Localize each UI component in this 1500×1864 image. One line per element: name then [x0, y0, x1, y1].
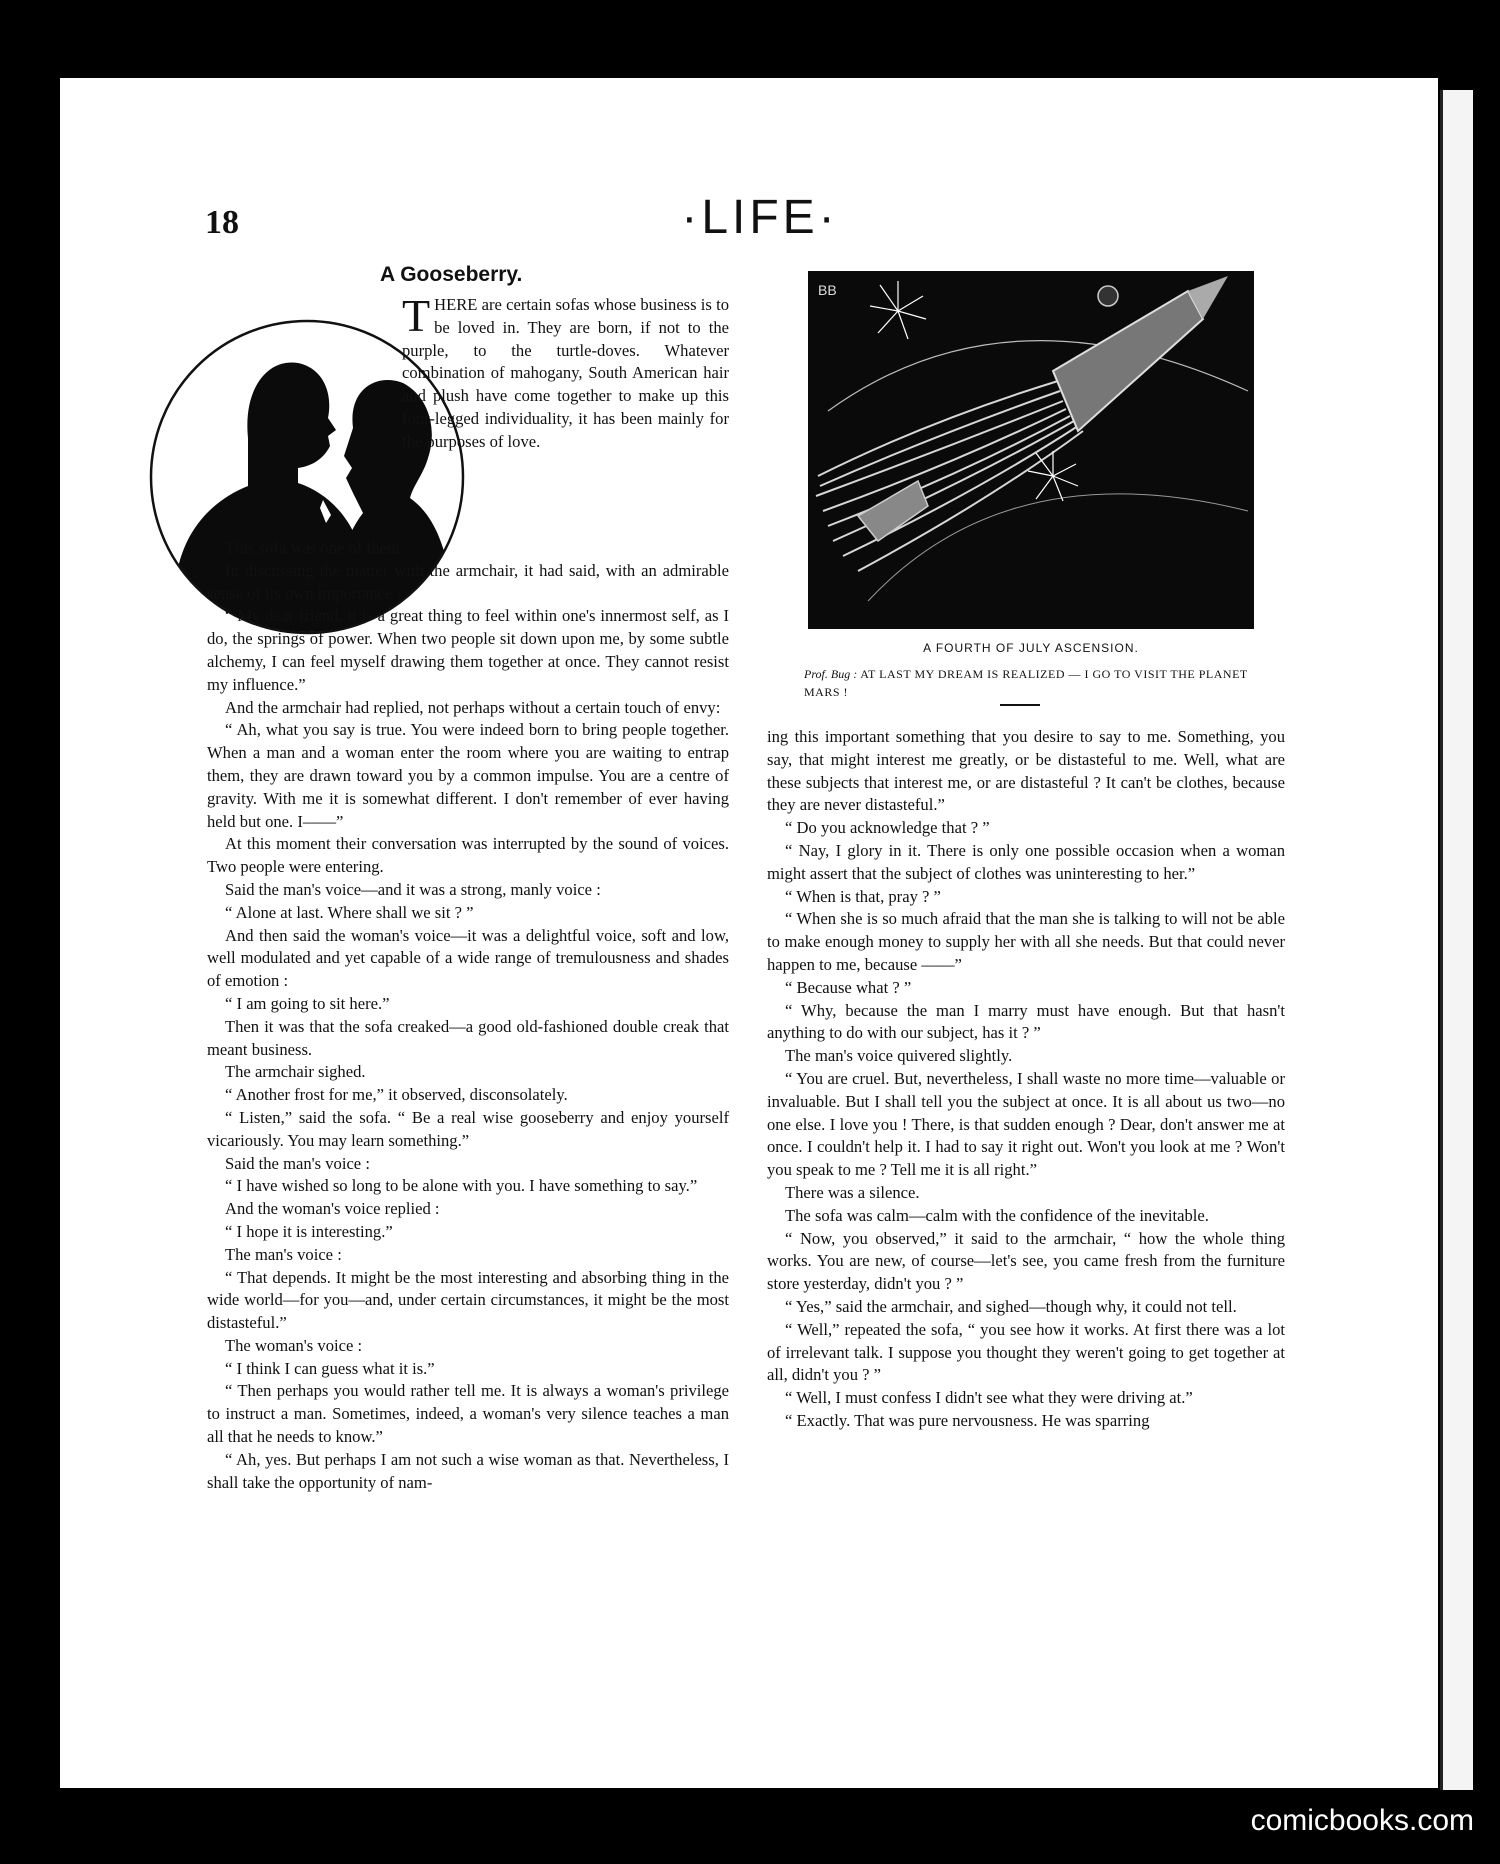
paragraph: Said the man's voice : [225, 1153, 370, 1173]
masthead-title: ·LIFE· [681, 191, 839, 244]
page-number: 18 [205, 204, 239, 241]
right-column [767, 726, 1285, 1433]
paragraph: “ Well,” repeated the sofa, “ you see how it works. At first there was a lot of irrelevant talk. I suppose you thought they weren't going to get together at all, didn't you ? ” [767, 1319, 1285, 1385]
paragraph: “ Ah, yes. But perhaps I am not such a wise woman as that. Nevertheless, I shall take the opportunity of nam- [207, 1449, 729, 1492]
paragraph: The man's voice quivered slightly. [785, 1046, 1013, 1066]
paragraph: “ Nay, I glory in it. There is only one possible occasion when a woman might assert that the subject of clothes was uninteresting to her.” [767, 840, 1285, 883]
artist-signature: BB [818, 282, 837, 298]
paragraph: “ When she is so much afraid that the man she is talking to will not be able to make enough money to supply her with all she needs. But that could never happen to me, because ——” [767, 909, 1285, 974]
article-title: A Gooseberry. [380, 263, 523, 286]
drop-cap: T [402, 290, 431, 341]
paragraph: “ Alone at last. Where shall we sit ? ” [225, 902, 474, 922]
illustration-caption-title: A FOURTH OF JULY ASCENSION. [923, 641, 1139, 655]
paragraph: ing this important something that you desire to say to me. Something, you say, that might interest me greatly, or be distasteful to me. Well, what are these subjects that interest me, or are distasteful ? It can't be clothes, because they are never distasteful.” [767, 727, 1285, 815]
paragraph: “ Do you acknowledge that ? ” [785, 818, 990, 838]
paragraph: “ Listen,” said the sofa. “ Be a real wise gooseberry and enjoy yourself vicariously. You may learn something.” [207, 1107, 729, 1150]
watermark: comicbooks.com [1250, 1804, 1474, 1837]
paragraph: And then said the woman's voice—it was a delightful voice, soft and low, well modulated and yet capable of a wide range of tremulousness and shades of emotion : [207, 925, 729, 991]
paragraph: Then it was that the sofa creaked—a good old-fashioned double creak that meant business. [207, 1016, 729, 1059]
paragraph: There was a silence. [785, 1182, 920, 1202]
caption-divider [1000, 704, 1040, 706]
paragraph: “ Ah, what you say is true. You were indeed born to bring people together. When a man and a woman enter the room where you are waiting to entrap them, they are drawn toward you by a common impulse. You are a centre of gravity. With me it is somewhat different. I don't remember of ever having held but one. I——” [207, 720, 729, 831]
paragraph: “ Yes,” said the armchair, and sighed—though why, it could not tell. [785, 1296, 1237, 1316]
next-page-edge [1440, 90, 1473, 1790]
rocket-fireworks-illustration [808, 271, 1254, 629]
paragraph: “ Then perhaps you would rather tell me. It is always a woman's privilege to instruct a man. Sometimes, indeed, a woman's very silence teaches a man all that he needs to know.” [207, 1381, 729, 1447]
paragraph: The sofa was calm—calm with the confidence of the inevitable. [785, 1205, 1209, 1225]
paragraph: “ Exactly. That was pure nervousness. He was sparring [785, 1410, 1150, 1430]
illustration-caption [804, 665, 1274, 701]
paragraph: “ Now, you observed,” it said to the armchair, “ how the whole thing works. You are new, of course—let's see, you came fresh from the furniture store yesterday, didn't you ? ” [767, 1228, 1285, 1294]
article-intro [402, 290, 729, 524]
paragraph: “ You are cruel. But, nevertheless, I shall waste no more time—valuable or invaluable. But I shall tell you the subject at once. It is all about us two—no one else. I love you ! There, is that sudden enough ? Dear, don't answer me at once. I couldn't help it. I had to say it right out. Won't you look at me ? Won't you speak to me ? Tell me it is all right.” [767, 1068, 1285, 1180]
paragraph: “ When is that, pray ? ” [785, 886, 941, 906]
paragraph: “ Why, because the man I marry must have enough. But that hasn't anything to do with our subject, has it ? ” [767, 1000, 1285, 1043]
bug-figure [1098, 286, 1118, 306]
paragraph: The woman's voice : [225, 1335, 363, 1355]
paragraph: “ Another frost for me,” it observed, disconsolately. [225, 1085, 568, 1105]
paragraph: This sofa was one of them. [225, 538, 404, 557]
paragraph: Said the man's voice—and it was a strong, manly voice : [225, 879, 601, 899]
paragraph: “ Because what ? ” [785, 977, 912, 997]
caption-speaker: Prof. Bug : [804, 667, 858, 681]
paragraph: “ I have wished so long to be alone with you. I have something to say.” [225, 1176, 698, 1196]
left-column [207, 537, 729, 1494]
paragraph: At this moment their conversation was interrupted by the sound of voices. Two people were entering. [207, 834, 729, 877]
paragraph: “ My dear friend, it is a great thing to feel within one's innermost self, as I do, the springs of power. When two people sit down upon me, by some subtle alchemy, I can feel myself drawing them together at once. They cannot resist my influence.” [207, 606, 729, 694]
caption-text: AT LAST MY DREAM IS REALIZED — I GO TO VISIT THE PLANET MARS ! [804, 667, 1248, 699]
paragraph: The man's voice : [225, 1244, 342, 1264]
paragraph: “ Well, I must confess I didn't see what they were driving at.” [785, 1388, 1193, 1408]
paragraph: “ I am going to sit here.” [225, 993, 390, 1013]
paragraph: In discussing the matter with the armchair, it had said, with an admirable sense of its own importance : [207, 560, 729, 603]
intro-text: HERE are certain sofas whose business is to be loved in. They are born, if not to the purple, to the turtle-doves. Whatever combination of mahogany, South American hair and plush have come together to make up this four-legged individuality, it has been mainly for the purposes of love. [402, 295, 729, 451]
paragraph: “ That depends. It might be the most interesting and absorbing thing in the wide world—for you—and, under certain circumstances, it might be the most distasteful.” [207, 1267, 729, 1333]
paragraph: The armchair sighed. [225, 1062, 366, 1082]
paragraph: “ I think I can guess what it is.” [225, 1358, 435, 1378]
paragraph: And the armchair had replied, not perhaps without a certain touch of envy: [225, 697, 721, 717]
paragraph: “ I hope it is interesting.” [225, 1221, 393, 1241]
paragraph: And the woman's voice replied : [225, 1199, 440, 1219]
